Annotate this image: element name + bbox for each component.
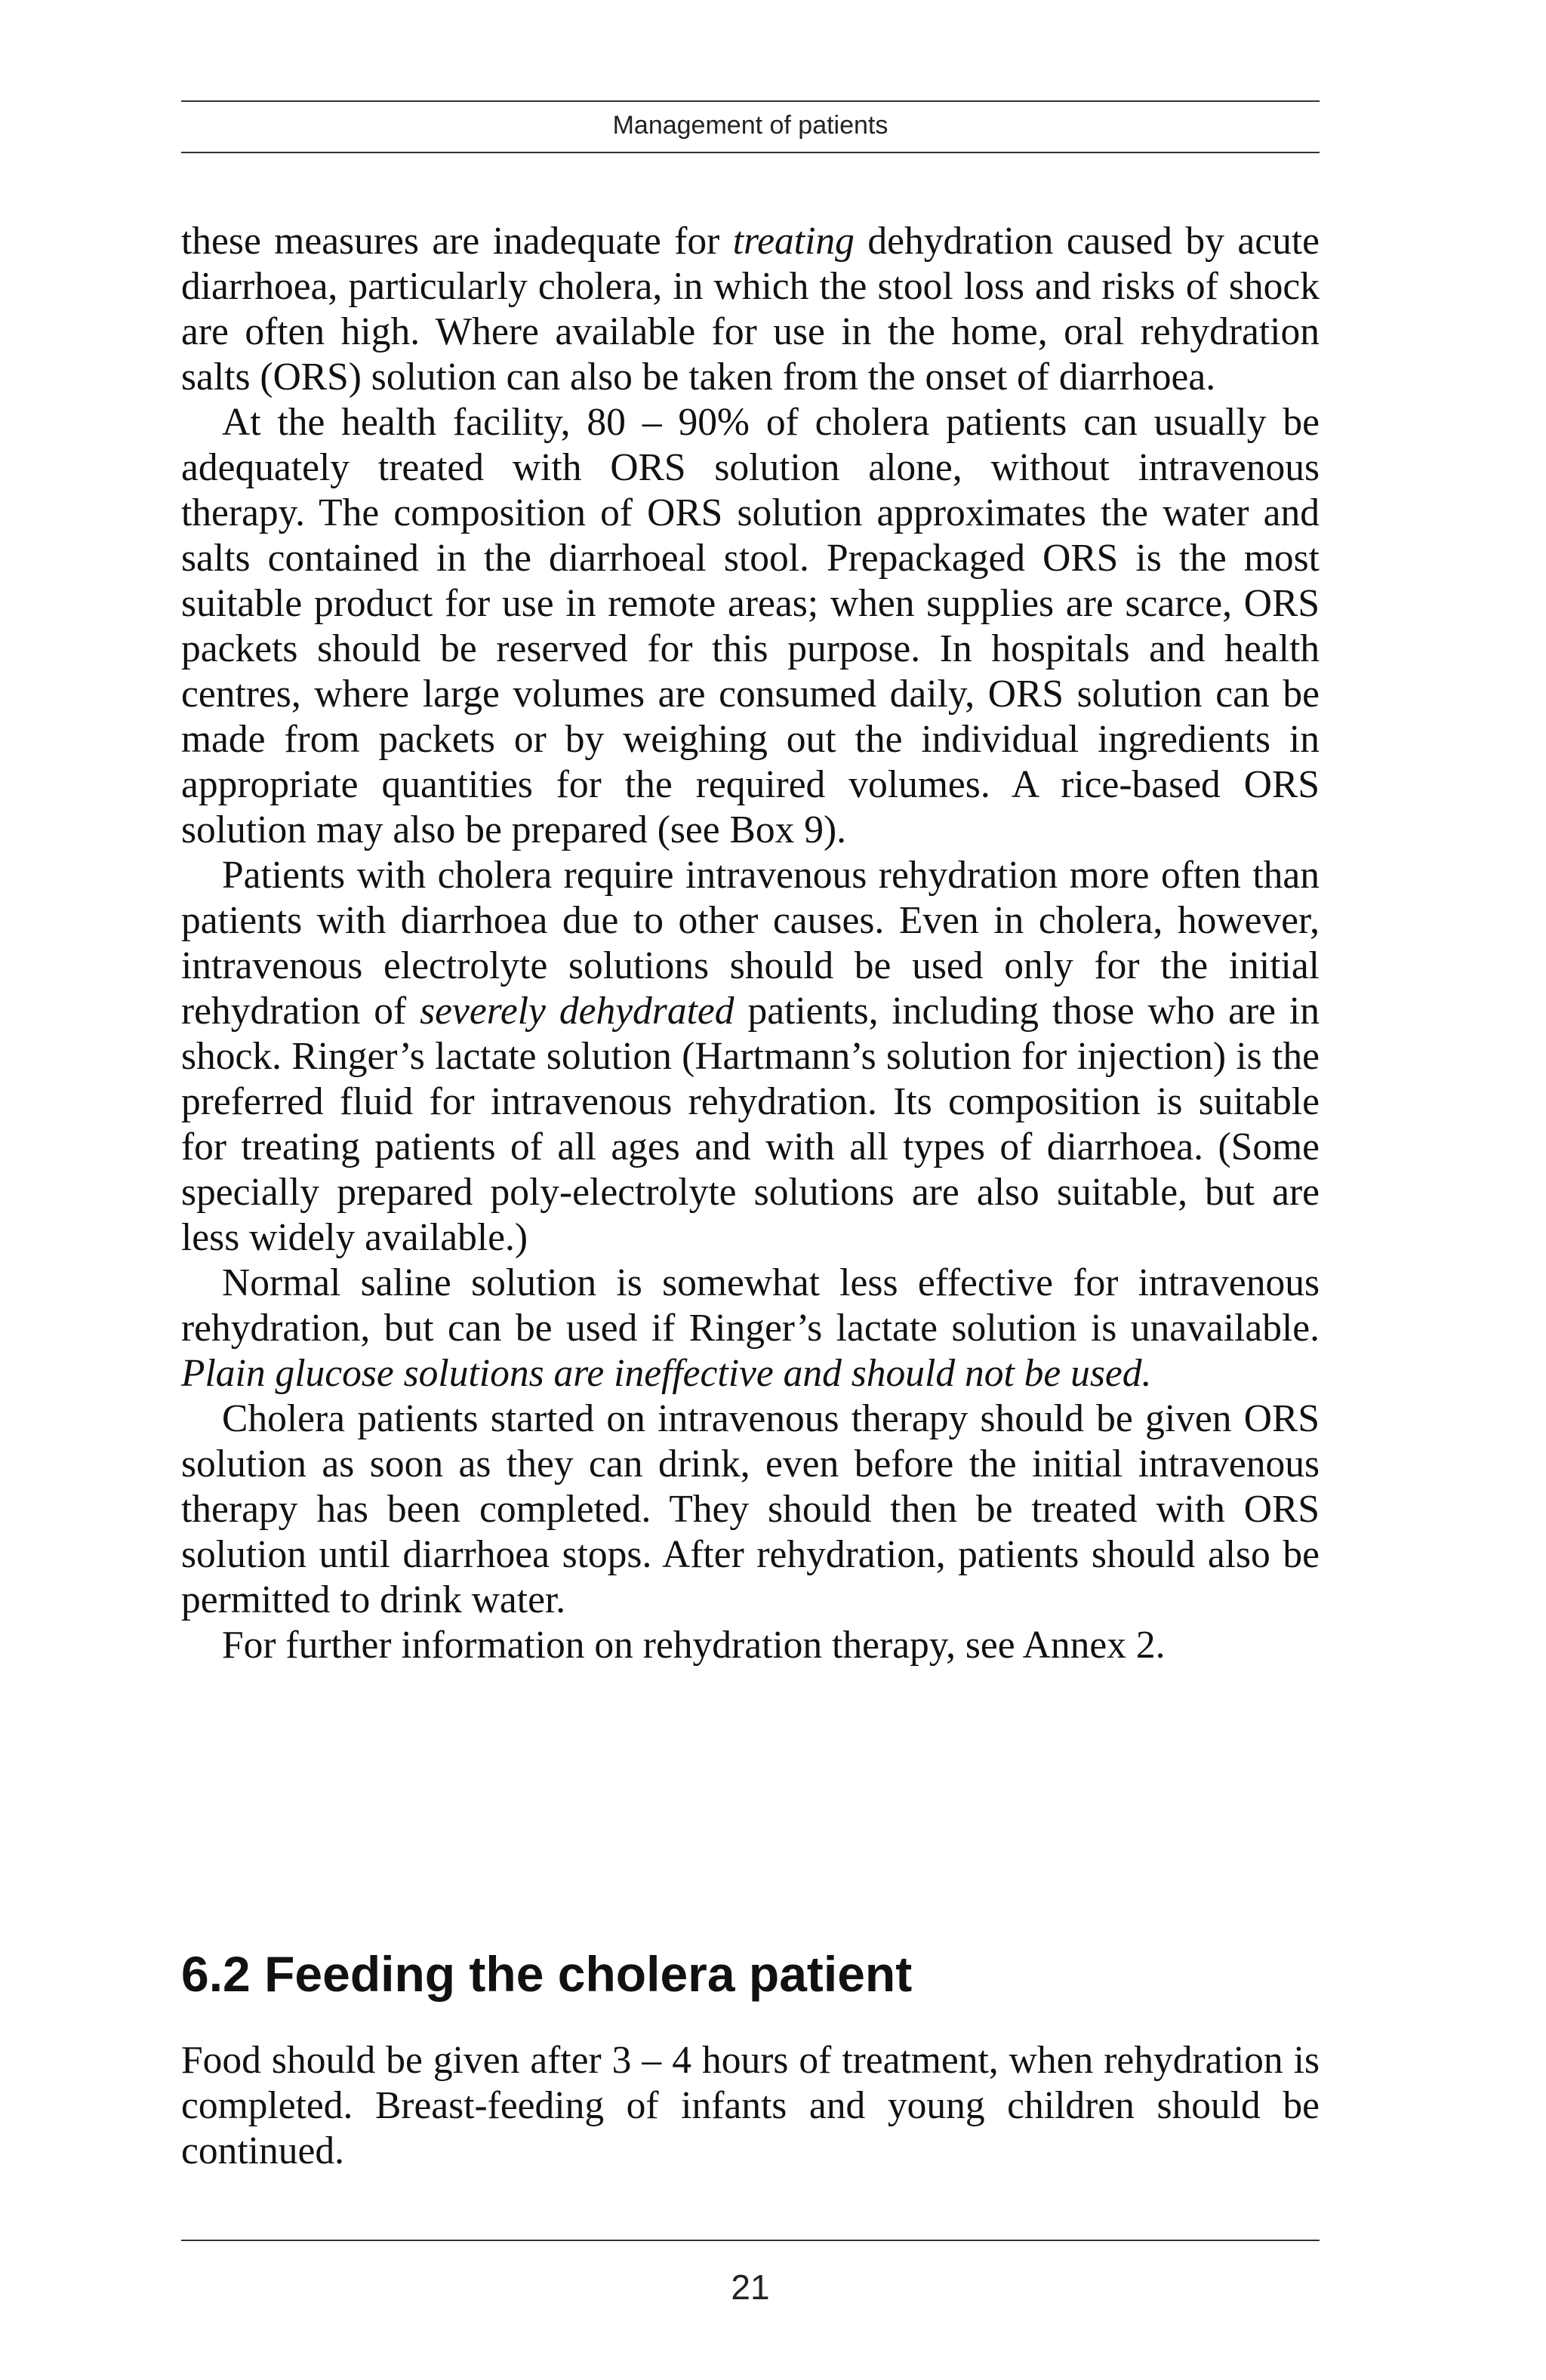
paragraph-3 <box>181 853 1320 1261</box>
paragraph-4 <box>181 1261 1320 1396</box>
header-rule-top <box>181 100 1320 102</box>
section-heading: 6.2 Feeding the cholera patient <box>181 1946 913 2002</box>
emphasis-severely-dehydrated: severely dehydrated <box>420 990 735 1033</box>
paragraph-4-part-a: Normal saline solution is somewhat less effective for intravenous rehydration, but can be used if Ringer’s lactate solution is unavailable. <box>181 1261 1320 1350</box>
body-text <box>181 219 1320 1668</box>
paragraph-2: At the health facility, 80 – 90% of cholera patients can usually be adequately treated with ORS solution alone, without intravenous therapy. The composition of ORS solution approximates the water and salts contained in the diarrhoeal stool. Prepackaged ORS is the most suitable product for use in remote areas; when supplies are scarce, ORS packets should be reserved for this purpose. In hospitals and health centres, where large volumes are consumed daily, ORS solution can be made from packets or by weighing out the individual ingredients in appropriate quantities for the required volumes. A rice-based ORS solution may also be prepared (see Box 9). <box>181 401 1320 851</box>
section-paragraph: Food should be given after 3 – 4 hours of treatment, when rehydration is completed. Breast-feeding of infants and young children should be continued. <box>181 2039 1320 2172</box>
page-number: 21 <box>731 2268 770 2307</box>
paragraph-1-part-c: dehydration caused by acute diarrhoea, particularly cholera, in which the stool loss and risks of shock are often high. Where available for use in the home, oral rehydration salts (ORS) solution can also be taken from the onset of diarrhoea. <box>181 220 1320 399</box>
paragraph-3-part-a: Patients with cholera require intravenous rehydration more often than patients with diarrhoea due to other causes. Even in cholera, however, intravenous electrolyte solutions should be used only for the initial rehydration of <box>181 854 1320 1033</box>
paragraph-6: For further information on rehydration therapy, see Annex 2. <box>222 1624 1166 1667</box>
section-text <box>181 2038 1320 2174</box>
paragraph-1 <box>181 219 1320 400</box>
header-rule-bottom <box>181 152 1320 153</box>
paragraph-5: Cholera patients started on intravenous therapy should be given ORS solution as soon as they can drink, even before the initial intravenous therapy has been completed. They should then be treated with ORS solution until diarrhoea stops. After rehydration, patients should also be permitted to drink water. <box>181 1397 1320 1621</box>
paragraph-3-part-c: patients, including those who are in shock. Ringer’s lactate solution (Hartmann’s solution for injection) is the preferred fluid for intravenous rehydration. Its composition is suitable for treating patients of all ages and with all types of diarrhoea. (Some specially prepared poly-electrolyte solutions are also suitable, but are less widely available.) <box>181 990 1320 1259</box>
running-head: Management of patients <box>612 111 888 140</box>
emphasis-plain-glucose: Plain glucose solutions are ineffective and should not be used. <box>181 1352 1152 1395</box>
paragraph-1-part-a: these measures are inadequate for <box>181 220 733 263</box>
emphasis-treating: treating <box>732 220 855 263</box>
footer-rule <box>181 2240 1320 2241</box>
